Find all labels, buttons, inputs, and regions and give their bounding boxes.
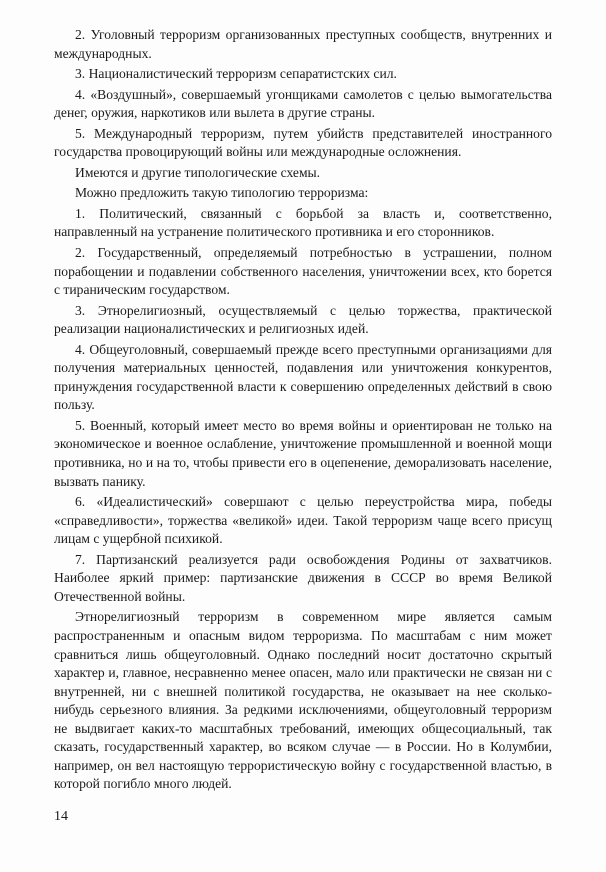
paragraph-partisan: 7. Партизанский реализуется ради освобождения Родины от захватчиков. Наиболее яркий пример: партизанские движения в СССР во время Великой Отечественной войны. [54, 551, 552, 604]
paragraph-political: 1. Политический, связанный с борьбой за власть и, соответственно, направленный на устранение политического противника и его сторонников. [54, 205, 552, 240]
paragraph-typology-intro: Можно предложить такую типологию терроризма: [75, 185, 369, 201]
page-number: 14 [54, 809, 68, 824]
paragraph-state: 2. Государственный, определяемый потребностью в устрашении, полном порабощении и подавлении собственного населения, уничтожении всех, кто борется с тираническим государством. [54, 245, 552, 298]
paragraph-air-terrorism: 4. «Воздушный», совершаемый угонщиками самолетов с целью вымогательства денег, оружия, наркотиков или вылета в другие страны. [54, 86, 552, 121]
paragraph-military: 5. Военный, который имеет место во время войны и ориентирован не только на экономическое и военное ослабление, уничтожение промышленной и военной мощи противника, но и на то, чтобы привести его в оцепенение, деморализовать население, вызвать панику. [54, 417, 552, 489]
paragraph-general-criminal: 4. Общеуголовный, совершаемый прежде всего преступными организациями для получения материальных ценностей, подавления или уничтожения конкурентов, принуждения государственной власти к совершению определенных действий в свою пользу. [54, 341, 552, 413]
paragraph-ethnoreligious-analysis: Этнорелигиозный терроризм в современном мире является самым распространенным и опасным видом терроризма. По масштабам с ним может сравниться лишь общеуголовный. Однако последний носит достаточно скрытый характер и, главное, несравненно менее опасен, мало или практически не связан ни с внутренней, ни с внешней политикой государства, не оказывает на нее сколько-нибудь серьезного влияния. За редкими исключениями, общеуголовный терроризм не выдвигает каких-то масштабных требований, имеющих общесоциальный, так сказать, государственный характер, во всяком случае — в России. Но в Колумбии, например, он вел настоящую террористическую войну с государственной властью, в которой погибло много людей. [54, 609, 552, 792]
paragraph-ethnoreligious: 3. Этнорелигиозный, осуществляемый с целью торжества, практической реализации националистических и религиозных идей. [54, 302, 552, 337]
paragraph-other-schemes: Имеются и другие типологические схемы. [75, 164, 321, 180]
body-text [54, 26, 552, 796]
paragraph-criminal-terrorism: 2. Уголовный терроризм организованных преступных сообществ, внутренних и международных. [54, 27, 552, 61]
paragraph-international-terrorism: 5. Международный терроризм, путем убийств представителей иностранного государства провоцирующий войны или международные осложнения. [54, 125, 552, 160]
paragraph-idealistic: 6. «Идеалистический» совершают с целью переустройства мира, победы «справедливости», торжества «великой» идеи. Такой терроризм чаще всего присущ лицам с ущербной психикой. [54, 494, 552, 547]
paragraph-nationalist-terrorism: 3. Националистический терроризм сепаратистских сил. [75, 66, 397, 82]
